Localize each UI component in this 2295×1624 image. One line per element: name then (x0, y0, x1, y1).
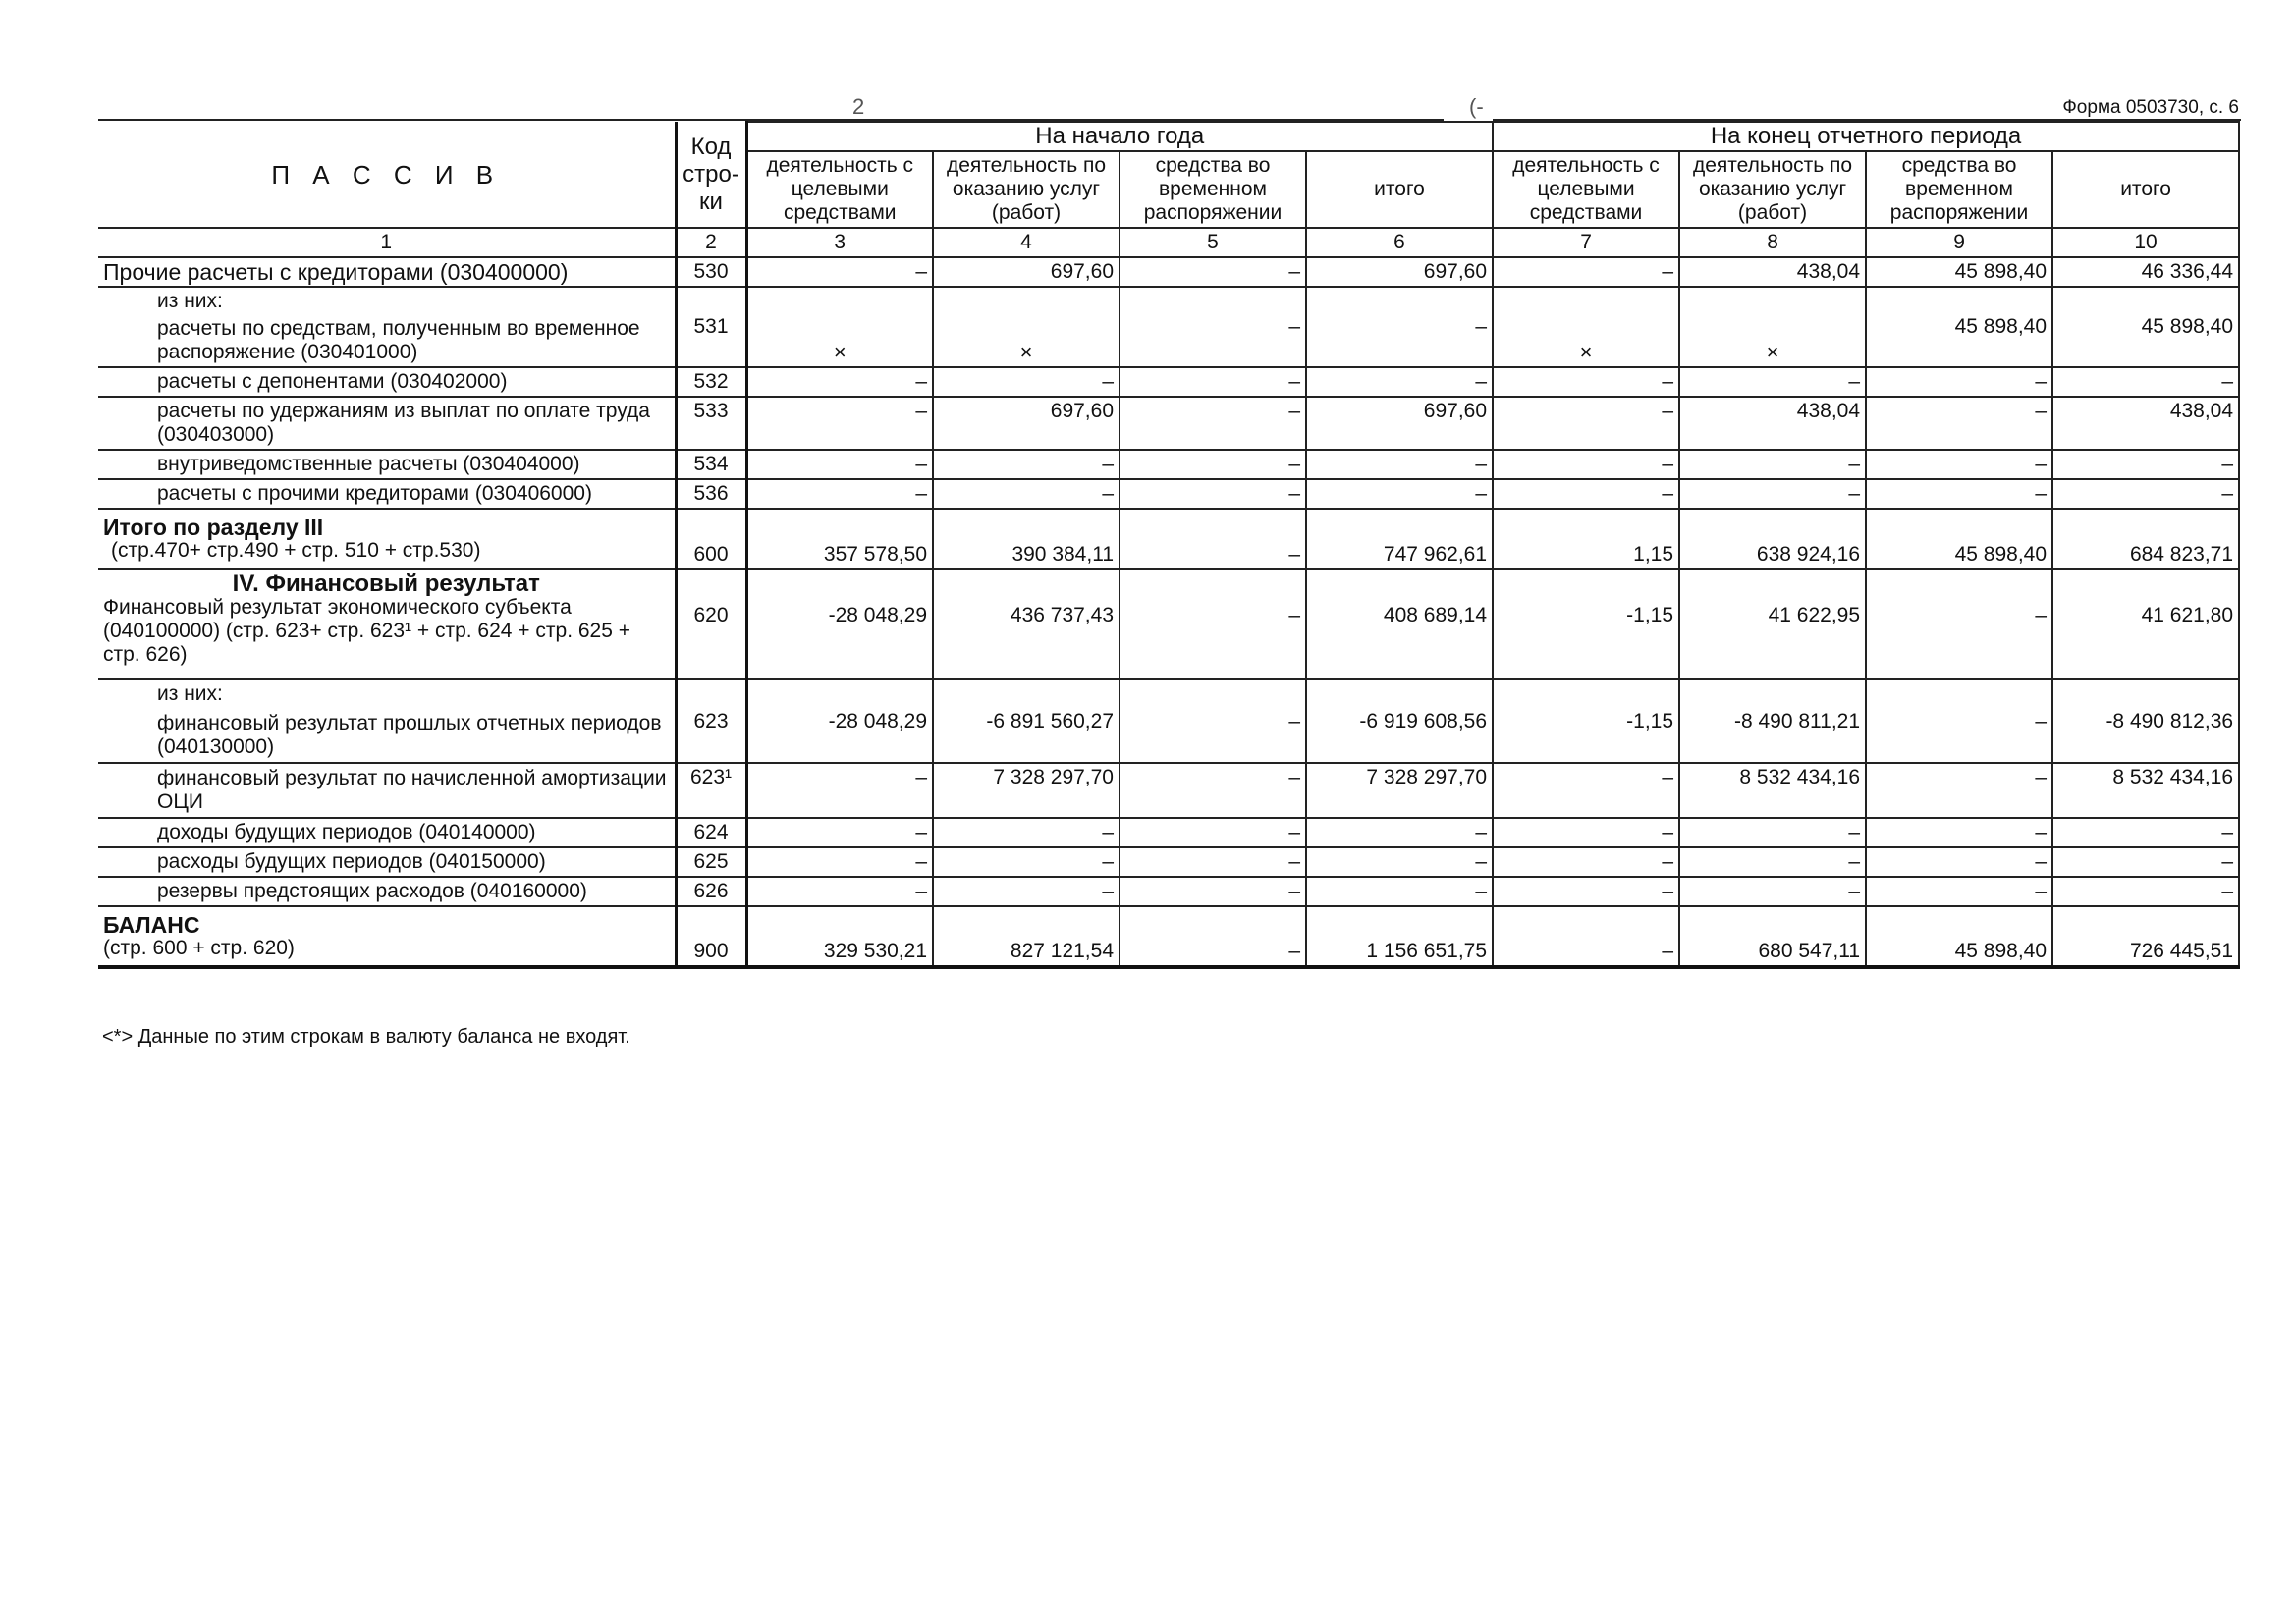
cell-value: – (1866, 479, 2052, 509)
cell-value: 41 622,95 (1679, 569, 1866, 679)
cell-value: – (1120, 569, 1306, 679)
cell-value: × (1679, 287, 1866, 367)
cell-value: 697,60 (1306, 257, 1493, 287)
row-code: 533 (676, 397, 746, 450)
cell-value: – (2052, 450, 2239, 479)
table-row-623-1 (98, 763, 2239, 818)
header-code (676, 122, 746, 228)
cell-value: – (1493, 847, 1679, 877)
cell-value: 697,60 (1306, 397, 1493, 450)
cell-value: – (1493, 397, 1679, 450)
row-name: внутриведомственные расчеты (030404000) (98, 450, 676, 479)
cell-value: – (1679, 877, 1866, 906)
cell-value: 827 121,54 (933, 906, 1120, 967)
header-start-total: итого (1306, 151, 1493, 228)
row-name-cell (98, 906, 676, 967)
table-row-536 (98, 479, 2239, 509)
cell-value: – (1679, 847, 1866, 877)
row-code: 625 (676, 847, 746, 877)
row-code: 626 (676, 877, 746, 906)
cell-value: – (933, 847, 1120, 877)
cell-value: -8 490 812,36 (2052, 679, 2239, 763)
cell-value: – (1493, 763, 1679, 818)
table-row-626 (98, 877, 2239, 906)
cell-value: -28 048,29 (746, 569, 933, 679)
cell-value: – (1306, 450, 1493, 479)
footnote: <*> Данные по этим строкам в валюту баланса не входят. (102, 1026, 630, 1048)
cell-value: – (1306, 847, 1493, 877)
cell-value: 41 621,80 (2052, 569, 2239, 679)
cell-value: – (933, 367, 1120, 397)
table-row-624 (98, 818, 2239, 847)
table-row-of-which-2 (98, 679, 2239, 708)
table-row-530 (98, 257, 2239, 287)
cell-value: – (1120, 906, 1306, 967)
header-start-services: деятельность по оказанию услуг (работ) (933, 151, 1120, 228)
cell-value: – (2052, 367, 2239, 397)
cell-value: 408 689,14 (1306, 569, 1493, 679)
cell-value: × (1493, 287, 1679, 367)
table-row-534 (98, 450, 2239, 479)
cell-value: -6 891 560,27 (933, 679, 1120, 763)
row-name: из них: (98, 287, 676, 315)
cell-value: – (1120, 397, 1306, 450)
header-passiv: П А С С И В (98, 122, 676, 228)
cell-value: 436 737,43 (933, 569, 1120, 679)
column-number: 2 (676, 228, 746, 257)
row-title: Итого по разделу III (103, 514, 324, 540)
cell-value: – (1120, 509, 1306, 569)
cell-value: – (746, 367, 933, 397)
cell-value: – (1120, 818, 1306, 847)
cell-value: – (1493, 367, 1679, 397)
cell-value: – (1679, 367, 1866, 397)
cell-value: – (1306, 479, 1493, 509)
form-number: Форма 0503730, с. 6 (2062, 97, 2239, 118)
column-number: 4 (933, 228, 1120, 257)
cell-value: – (1679, 818, 1866, 847)
cell-value: 8 532 434,16 (2052, 763, 2239, 818)
header-end-of-period: На конец отчетного периода (1493, 122, 2239, 151)
cell-value: – (1306, 367, 1493, 397)
row-code: 623¹ (676, 763, 746, 818)
column-number: 6 (1306, 228, 1493, 257)
cell-value: 7 328 297,70 (1306, 763, 1493, 818)
table-row-900 (98, 906, 2239, 967)
cell-value: – (1120, 877, 1306, 906)
cell-value: × (933, 287, 1120, 367)
cell-value: – (1866, 818, 2052, 847)
row-code: 624 (676, 818, 746, 847)
cell-value: – (1866, 679, 2052, 763)
row-code: 600 (676, 509, 746, 569)
cell-value: – (1120, 679, 1306, 763)
cell-value: – (1120, 479, 1306, 509)
cell-value: – (746, 847, 933, 877)
row-code: 623 (676, 679, 746, 763)
cell-value: – (933, 450, 1120, 479)
cell-value: – (933, 479, 1120, 509)
scan-mark-a: 2 (852, 94, 865, 119)
row-name: резервы предстоящих расходов (040160000) (98, 877, 676, 906)
cell-value: – (746, 479, 933, 509)
cell-value: – (1120, 257, 1306, 287)
cell-value: – (746, 450, 933, 479)
row-name: (стр. 600 + стр. 620) (103, 936, 295, 959)
table-row-625 (98, 847, 2239, 877)
cell-value: 726 445,51 (2052, 906, 2239, 967)
row-code: 531 (676, 287, 746, 367)
row-name-cell (98, 569, 676, 679)
row-name: расчеты с депонентами (030402000) (98, 367, 676, 397)
row-name: (стр.470+ стр.490 + стр. 510 + стр.530) (111, 539, 481, 562)
cell-value: – (1306, 877, 1493, 906)
column-number: 7 (1493, 228, 1679, 257)
cell-value: – (2052, 818, 2239, 847)
row-name: Прочие расчеты с кредиторами (030400000) (98, 257, 676, 287)
cell-value: 697,60 (933, 257, 1120, 287)
row-code: 900 (676, 906, 746, 967)
cell-value: 45 898,40 (1866, 287, 2052, 367)
column-number: 3 (746, 228, 933, 257)
header-end-total: итого (2052, 151, 2239, 228)
table-row-532 (98, 367, 2239, 397)
cell-value: 45 898,40 (2052, 287, 2239, 367)
cell-value: 46 336,44 (2052, 257, 2239, 287)
cell-value: 438,04 (1679, 257, 1866, 287)
cell-value: -1,15 (1493, 569, 1679, 679)
header-start-of-year: На начало года (746, 122, 1493, 151)
row-name: из них: (98, 679, 676, 708)
table-row-600 (98, 509, 2239, 569)
cell-value: – (1306, 818, 1493, 847)
cell-value: 45 898,40 (1866, 509, 2052, 569)
row-code: 530 (676, 257, 746, 287)
cell-value: 8 532 434,16 (1679, 763, 1866, 818)
cell-value: 638 924,16 (1679, 509, 1866, 569)
table-row-of-which (98, 287, 2239, 315)
cell-value: – (746, 397, 933, 450)
cell-value: – (1866, 450, 2052, 479)
header-start-targeted: деятельность с целевыми средствами (746, 151, 933, 228)
cell-value: 697,60 (933, 397, 1120, 450)
cell-value: 45 898,40 (1866, 257, 2052, 287)
row-code: 534 (676, 450, 746, 479)
scan-mark-b: (- (1469, 94, 1484, 119)
cell-value: – (933, 877, 1120, 906)
cell-value: 329 530,21 (746, 906, 933, 967)
cell-value: – (1120, 847, 1306, 877)
cell-value: – (746, 818, 933, 847)
cell-value: – (1493, 257, 1679, 287)
cell-value: – (1866, 569, 2052, 679)
header-row-groups (98, 122, 2239, 151)
row-code: 532 (676, 367, 746, 397)
balance-table (98, 121, 2240, 969)
cell-value: -1,15 (1493, 679, 1679, 763)
cell-value: 1 156 651,75 (1306, 906, 1493, 967)
cell-value: 45 898,40 (1866, 906, 2052, 967)
cell-value: – (746, 877, 933, 906)
cell-value: – (746, 257, 933, 287)
cell-value: – (746, 763, 933, 818)
cell-value: – (1866, 367, 2052, 397)
cell-value: -6 919 608,56 (1306, 679, 1493, 763)
cell-value: 438,04 (2052, 397, 2239, 450)
row-name: расчеты по удержаниям из выплат по оплате труда (030403000) (98, 397, 676, 450)
cell-value: 747 962,61 (1306, 509, 1493, 569)
header-code-label: Код стро-ки (683, 133, 739, 215)
cell-value: 390 384,11 (933, 509, 1120, 569)
cell-value: 7 328 297,70 (933, 763, 1120, 818)
cell-value: 684 823,71 (2052, 509, 2239, 569)
cell-value: – (1866, 877, 2052, 906)
cell-value: 680 547,11 (1679, 906, 1866, 967)
row-name: финансовый результат по начисленной амортизации ОЦИ (98, 763, 676, 818)
cell-value: 438,04 (1679, 397, 1866, 450)
cell-value: – (1306, 287, 1493, 367)
cell-value: – (1679, 479, 1866, 509)
cell-value: – (1120, 367, 1306, 397)
row-code: 536 (676, 479, 746, 509)
cell-value: – (2052, 877, 2239, 906)
cell-value: – (1493, 877, 1679, 906)
cell-value: – (2052, 479, 2239, 509)
cell-value: – (1679, 450, 1866, 479)
column-number: 10 (2052, 228, 2239, 257)
column-number: 5 (1120, 228, 1306, 257)
section-title: IV. Финансовый результат (232, 570, 540, 597)
cell-value: – (1493, 450, 1679, 479)
cell-value: – (1866, 847, 2052, 877)
cell-value: – (1493, 479, 1679, 509)
cell-value: – (1120, 287, 1306, 367)
header-end-targeted: деятельность с целевыми средствами (1493, 151, 1679, 228)
cell-value: × (746, 287, 933, 367)
row-name: доходы будущих периодов (040140000) (98, 818, 676, 847)
column-number: 1 (98, 228, 676, 257)
cell-value: – (933, 818, 1120, 847)
cell-value: -8 490 811,21 (1679, 679, 1866, 763)
row-name: расчеты по средствам, полученным во временное распоряжение (030401000) (98, 315, 676, 367)
header-start-temporary: средства во временном распоряжении (1120, 151, 1306, 228)
cell-value: 357 578,50 (746, 509, 933, 569)
cell-value: – (1493, 818, 1679, 847)
header-end-services: деятельность по оказанию услуг (работ) (1679, 151, 1866, 228)
row-name-cell (98, 509, 676, 569)
table-row-533 (98, 397, 2239, 450)
cell-value: – (1866, 763, 2052, 818)
cell-value: – (1120, 763, 1306, 818)
row-name: финансовый результат прошлых отчетных периодов (040130000) (98, 708, 676, 763)
cell-value: -28 048,29 (746, 679, 933, 763)
row-title: БАЛАНС (103, 911, 200, 938)
cell-value: – (1120, 450, 1306, 479)
cell-value: – (2052, 847, 2239, 877)
column-number: 9 (1866, 228, 2052, 257)
row-code: 620 (676, 569, 746, 679)
table-row-620 (98, 569, 2239, 679)
row-name: расходы будущих периодов (040150000) (98, 847, 676, 877)
cell-value: – (1493, 906, 1679, 967)
row-name: Финансовый результат экономического субъекта (040100000) (стр. 623+ стр. 623¹ + стр. 624 + стр. 625 + стр. 626) (103, 596, 630, 666)
column-numbers-row (98, 228, 2239, 257)
cell-value: 1,15 (1493, 509, 1679, 569)
row-name: расчеты с прочими кредиторами (030406000) (98, 479, 676, 509)
cell-value: – (1866, 397, 2052, 450)
header-end-temporary: средства во временном распоряжении (1866, 151, 2052, 228)
column-number: 8 (1679, 228, 1866, 257)
